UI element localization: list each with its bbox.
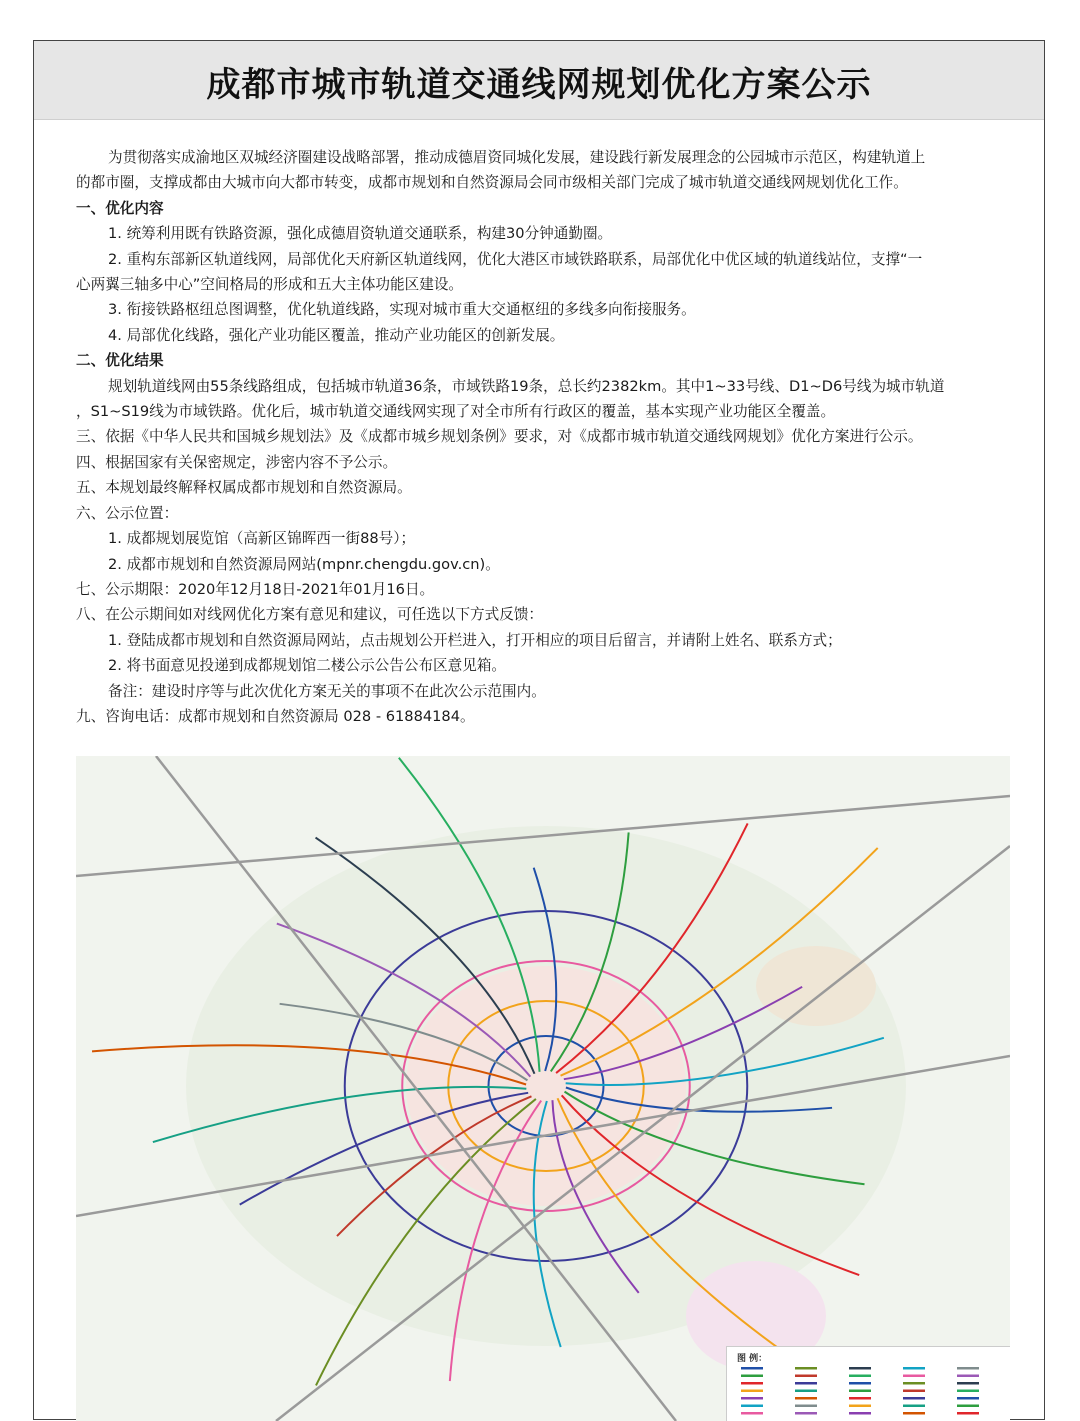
section-item: 1. 统筹利用既有铁路资源，强化成德眉资轨道交通联系，构建30分钟通勤圈。	[108, 225, 613, 243]
legend-swatch	[741, 1390, 763, 1393]
section-item: 2. 将书面意见投递到成都规划馆二楼公示公告公布区意见箱。	[108, 657, 507, 675]
legend-swatch	[741, 1367, 763, 1370]
section-line: 七、公示期限：2020年12月18日-2021年01月16日。	[76, 580, 435, 598]
legend-swatch	[849, 1390, 871, 1393]
legend-swatch	[957, 1375, 979, 1378]
section-line: 五、本规划最终解释权属成都市规划和自然资源局。	[76, 479, 412, 497]
legend-swatch	[795, 1375, 817, 1378]
legend-swatch	[957, 1390, 979, 1393]
legend-swatch	[903, 1412, 925, 1415]
map-urban-area	[756, 946, 876, 1026]
legend-swatch	[795, 1397, 817, 1400]
section-item: 4. 局部优化线路，强化产业功能区覆盖，推动产业功能区的创新发展。	[108, 326, 565, 344]
legend-swatch	[795, 1412, 817, 1415]
section-item: 3. 衔接铁路枢纽总图调整，优化轨道线路，实现对城市重大交通枢纽的多线多向衔接服务。	[108, 301, 696, 319]
section-item: 2. 成都市规划和自然资源局网站(mpnr.chengdu.gov.cn)。	[108, 555, 500, 573]
legend-swatch	[957, 1412, 979, 1415]
legend-swatch	[741, 1397, 763, 1400]
legend-swatch	[903, 1390, 925, 1393]
section-heading: 一、优化内容	[76, 199, 164, 217]
legend-swatch	[957, 1382, 979, 1385]
section-item: 1. 登陆成都市规划和自然资源局网站，点击规划公开栏进入，打开相应的项目后留言，并请附上姓名、联系方式；	[108, 631, 842, 649]
legend-swatch	[741, 1375, 763, 1378]
section-line: 规划轨道线网由55条线路组成，包括城市轨道36条，市域铁路19条，总长约2382km。其中1~33号线、D1~D6号线为城市轨道	[108, 377, 945, 395]
legend-swatch	[795, 1390, 817, 1393]
section-item: 心两翼三轴多中心”空间格局的形成和五大主体功能区建设。	[76, 276, 464, 294]
intro-line: 的都市圈，支撑成都由大城市向大都市转变，成都市规划和自然资源局会同市级相关部门完成了城市轨道交通线网规划优化工作。	[76, 174, 908, 192]
legend-swatch	[741, 1382, 763, 1385]
legend-title: 图 例：	[737, 1354, 768, 1364]
legend-swatch	[903, 1375, 925, 1378]
legend-swatch	[741, 1412, 763, 1415]
legend-swatch	[849, 1412, 871, 1415]
notice-body	[76, 145, 1016, 729]
section-line: 三、依据《中华人民共和国城乡规划法》及《成都市城乡规划条例》要求，对《成都市城市轨道交通线网规划》优化方案进行公示。	[76, 428, 923, 446]
legend-swatch	[957, 1405, 979, 1408]
map-legend	[726, 1346, 1010, 1421]
legend-swatch	[903, 1382, 925, 1385]
page-title: 成都市城市轨道交通线网规划优化方案公示	[206, 65, 872, 105]
section-heading: 六、公示位置：	[76, 504, 179, 522]
legend-swatch	[849, 1382, 871, 1385]
legend-swatch	[795, 1405, 817, 1408]
legend-swatches	[727, 1347, 1010, 1421]
legend-swatch	[849, 1375, 871, 1378]
legend-swatch	[849, 1405, 871, 1408]
section-heading: 八、在公示期间如对线网优化方案有意见和建议，可任选以下方式反馈：	[76, 606, 544, 624]
section-item: 1. 成都规划展览馆（高新区锦晖西一街88号）；	[108, 530, 416, 548]
legend-swatch	[903, 1367, 925, 1370]
legend-swatch	[795, 1382, 817, 1385]
section-item: 2. 重构东部新区轨道线网，局部优化天府新区轨道线网，优化大港区市域铁路联系，局部优化中优区域的轨道线站位，支撑“一	[108, 250, 923, 268]
legend-swatch	[741, 1405, 763, 1408]
intro-line: 为贯彻落实成渝地区双城经济圈建设战略部署，推动成德眉资同城化发展，建设践行新发展理念的公园城市示范区，构建轨道上	[108, 149, 926, 166]
section-line: 四、根据国家有关保密规定，涉密内容不予公示。	[76, 453, 398, 471]
legend-swatch	[849, 1367, 871, 1370]
legend-swatch	[903, 1397, 925, 1400]
section-item: 备注：建设时序等与此次优化方案无关的事项不在此次公示范围内。	[108, 682, 546, 700]
map-drawing	[76, 756, 1010, 1421]
section-line: 九、咨询电话：成都市规划和自然资源局 028 - 61884184。	[76, 707, 475, 725]
section-heading: 二、优化结果	[76, 352, 164, 370]
legend-swatch	[903, 1405, 925, 1408]
legend-swatch	[849, 1397, 871, 1400]
rail-network-map	[76, 756, 1010, 1421]
notice-frame	[33, 40, 1045, 1420]
legend-swatch	[957, 1367, 979, 1370]
legend-swatch	[957, 1397, 979, 1400]
title-bar	[34, 41, 1044, 120]
legend-swatch	[795, 1367, 817, 1370]
section-line: ，S1~S19线为市域铁路。优化后，城市轨道交通线网实现了对全市所有行政区的覆盖，基本实现产业功能区全覆盖。	[76, 403, 836, 421]
